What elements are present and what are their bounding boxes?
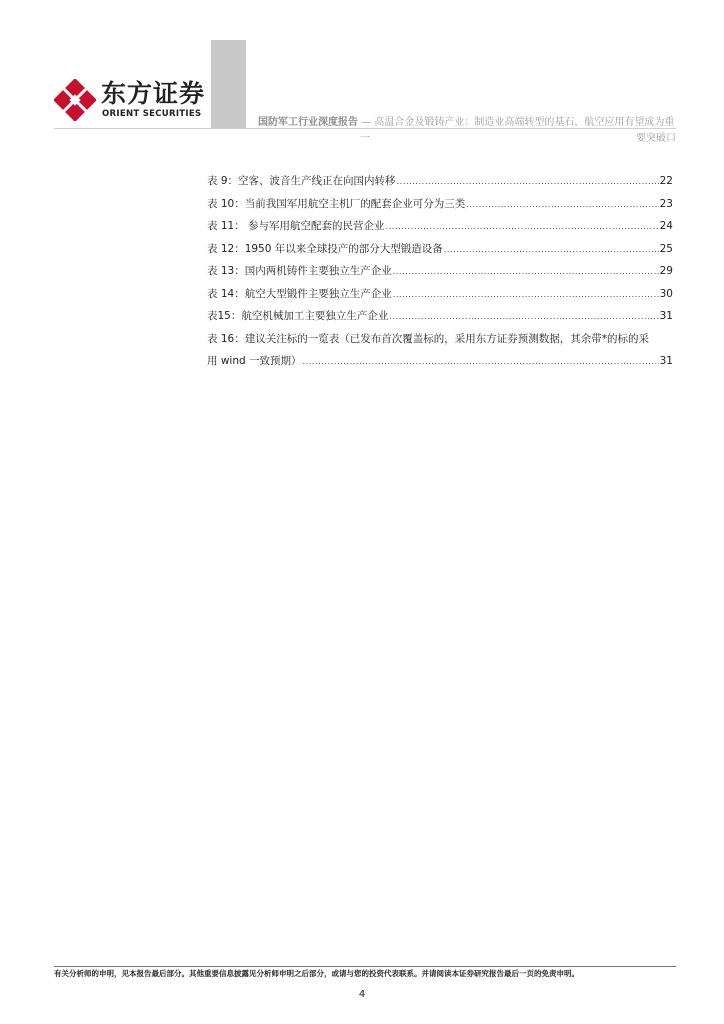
logo-chinese-name: 东方证券 [101, 79, 206, 108]
toc-entry[interactable] [207, 215, 673, 238]
toc-entry-page: 31 [659, 355, 673, 367]
toc-entry-label: 表 9：空客、波音生产线正在向国内转移 [207, 175, 396, 187]
toc-leader-dots [466, 194, 658, 216]
footer-disclaimer: 有关分析师的申明，见本报告最后部分。其他重要信息披露见分析师申明之后部分，或请与您的投资代表联系。并请阅读本证券研究报告最后一页的免责申明。 [54, 969, 579, 978]
toc-entry-page: 24 [659, 220, 673, 232]
toc-leader-dots [386, 216, 659, 238]
report-title-continuation [360, 133, 676, 145]
report-title-separator: — [358, 117, 375, 128]
report-title-subject: 高温合金及锻铸产业：制造业高端转型的基石，航空应用有望成为重 [374, 117, 675, 128]
toc-entry-page: 30 [659, 287, 673, 300]
toc-entry-line2 [207, 350, 673, 373]
toc-leader-dots [393, 261, 659, 283]
report-title [258, 113, 676, 133]
toc-entry-multiline[interactable] [207, 328, 673, 373]
toc-entry-page: 25 [659, 242, 673, 255]
toc-leader-dots [393, 284, 659, 306]
toc-entry-label: 表 11： 参与军用航空配套的民营企业 [207, 220, 385, 232]
report-title-cont-end: 要突破口 [636, 133, 676, 144]
toc-entry-label: 表 14：航空大型锻件主要独立生产企业 [207, 287, 392, 300]
header-divider [54, 128, 676, 129]
toc-entry-page: 29 [659, 265, 673, 277]
orient-securities-logo-icon [54, 79, 96, 121]
toc-leader-dots [389, 306, 658, 328]
table-of-figures [207, 170, 673, 373]
toc-entry-label: 表 10：当前我国军用航空主机厂的配套企业可分为三类 [207, 197, 466, 210]
toc-leader-dots [303, 351, 659, 373]
report-title-category: 国防军工行业深度报告 [258, 117, 358, 128]
header-gray-bar [211, 40, 246, 128]
toc-entry[interactable] [207, 305, 673, 328]
toc-entry-page: 31 [659, 310, 673, 322]
toc-entry[interactable] [207, 193, 673, 216]
toc-leader-dots [444, 239, 659, 261]
footer-divider [54, 966, 676, 967]
toc-entry-page: 22 [659, 175, 673, 187]
toc-entry-page: 23 [659, 197, 673, 210]
toc-entry-label-line2: 用 wind 一致预期） [207, 355, 302, 367]
toc-entry-label: 表 13：国内两机铸件主要独立生产企业 [207, 265, 392, 277]
toc-entry[interactable] [207, 170, 673, 193]
toc-entry[interactable] [207, 238, 673, 261]
logo-english-name: ORIENT SECURITIES [102, 109, 202, 119]
report-title-cont-dash: 一 [360, 133, 370, 144]
page-number: 4 [358, 989, 366, 1000]
toc-entry-label: 表 12：1950 年以来全球投产的部分大型锻造设备 [207, 242, 443, 255]
toc-entry[interactable] [207, 260, 673, 283]
toc-entry-label: 表15：航空机械加工主要独立生产企业 [207, 310, 389, 322]
toc-entry[interactable] [207, 283, 673, 306]
toc-leader-dots [397, 171, 659, 193]
toc-entry-label-line1: 表 16：建议关注标的一览表（已发布首次覆盖标的，采用东方证券预测数据，其余带*的标的采 [207, 332, 649, 345]
